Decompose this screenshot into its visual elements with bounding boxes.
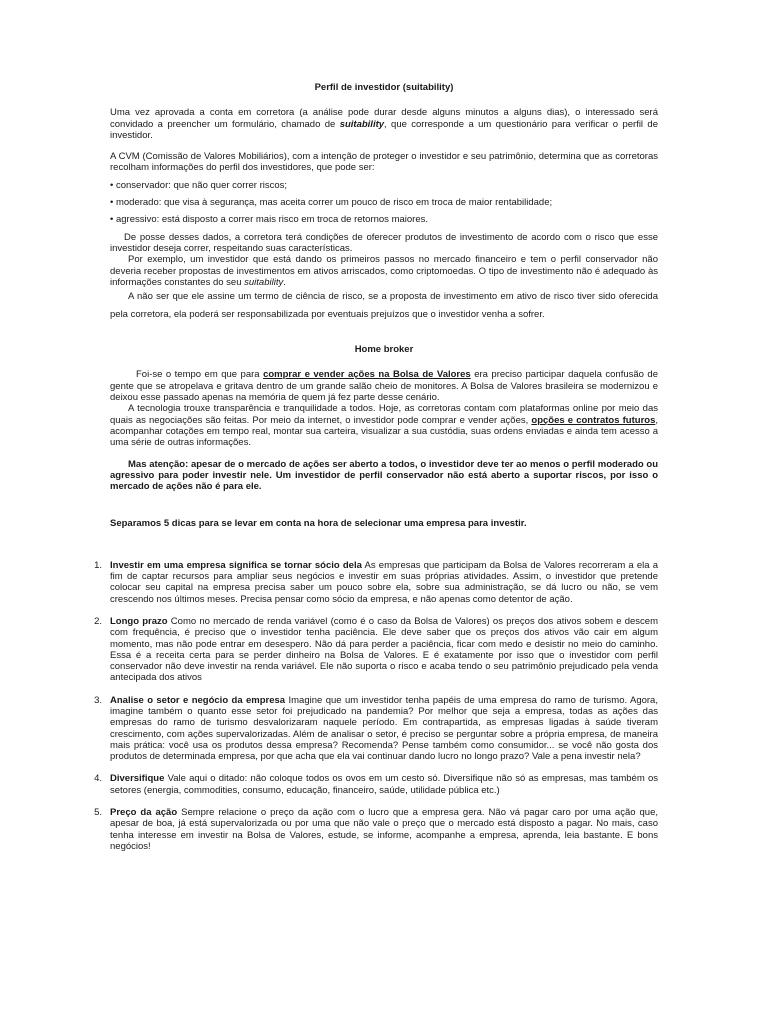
list-item <box>94 559 658 605</box>
tip-title: Preço da ação <box>110 807 178 819</box>
text-run: Por exemplo, um investidor que está dando os primeiros passos no mercado financeiro e tem o perfil conservador não deveria receber propostas de investimentos em ativos arriscados, como criptomoedas. O tipo de investimento não é adequado às informações constantes do seu <box>110 254 658 288</box>
list-number: 5. <box>94 807 102 819</box>
tip-text: Vale aqui o ditado: não coloque todos os ovos em um cesto só. Diversifique não só as empresas, mas também os setores (energia, commodities, consumo, educação, financeiro, saúde, utilidade pública etc.) <box>110 773 658 796</box>
tip-title: Diversifique <box>110 773 165 785</box>
paragraph-posse-dados: De posse desses dados, a corretora terá condições de oferecer produtos de investimento de acordo com o risco que esse investidor deseja correr, respeitando suas características. <box>110 231 658 254</box>
paragraph-suitability-intro <box>110 107 658 141</box>
list-item <box>94 694 658 763</box>
text-run: , acompanhar cotações em tempo real, montar sua carteira, visualizar a sua custódia, suas ordens enviadas e ainda tem acesso a uma série de outras informações. <box>110 414 658 449</box>
bullet-conservador: • conservador: que não quer correr riscos; <box>110 179 288 191</box>
list-number: 1. <box>94 559 102 571</box>
paragraph-cvm: A CVM (Comissão de Valores Mobiliários), com a intenção de proteger o investidor e seu patrimônio, determina que as corretoras recolham informações do perfil dos investidores, que pode ser: <box>110 151 658 174</box>
section-title-home-broker: Home broker <box>354 344 414 356</box>
emphasis-suitability: suitability <box>339 118 385 130</box>
bullet-agressivo: • agressivo: está disposto a correr mais risco em troca de retornos maiores. <box>110 214 429 226</box>
tips-list <box>94 559 658 853</box>
emphasis-suitability: suitability <box>244 276 284 288</box>
list-number: 4. <box>94 773 102 785</box>
text-run: Uma vez aprovada a conta em corretora (a análise pode durar desde alguns minutos a alguns dias), o interessado será convidado a preencher um formulário, chamado de <box>110 107 658 130</box>
paragraph-foi-se-o-tempo <box>110 369 658 403</box>
link-opcoes-contratos-futuros[interactable]: opções e contratos futuros <box>531 414 656 426</box>
list-item <box>94 807 658 852</box>
document-page <box>94 82 658 852</box>
list-number: 2. <box>94 615 102 627</box>
tip-title: Analise o setor e negócio da empresa <box>110 694 286 706</box>
paragraph-tecnologia <box>110 403 658 448</box>
tip-text: Imagine que um investidor tenha papéis de uma empresa do ramo de turismo. Agora, imagine também o quanto esse setor foi prejudicado na pandemia? Por melhor que seja a empresa, todas as ações das empresas do ramo de turismo desvalorizaram naquele período. Em contrapartida, as empresas ligadas à saúde tiveram crescimento, com ações supervalorizadas. Além de analisar o setor, é preciso se perguntar sobre a própria empresa, de maneira mais prática: você usa os produtos dessa empresa? Recomenda? Pense também como consumidor... se você não gosta dos produtos de determinada empresa, por que acha que ela vai continuar dando lucro no longo prazo? Vale a pena investir nela? <box>110 694 658 763</box>
tip-text: Sempre relacione o preço da ação com o lucro que a empresa gera. Não vá pagar caro por uma ação que, apesar de boa, já está supervalorizada ou por uma que não vale o preço que o mercado está disposto a pagar. No mais, caso tenha interesse em investir na Bolsa de Valores, estude, se informe, acompanhe a empresa, aprenda, leia bastante. E bons negócios! <box>110 807 658 852</box>
text-run: era preciso participar daquela confusão de gente que se atropelava e gritava dentro de um grande salão cheio de monitores. A Bolsa de Valores brasileira se modernizou e deixou esse passado apenas na memória de quem já fez parte desse cenário. <box>110 369 658 404</box>
text-run: , que corresponde a um questionário para verificar o perfil de investidor. <box>110 118 658 141</box>
tip-title: Investir em uma empresa significa se tornar sócio dela <box>110 559 362 571</box>
paragraph-atencao: Mas atenção: apesar de o mercado de ações ser aberto a todos, o investidor deve ter ao menos o perfil moderado ou agressivo para poder investir nele. Um investidor de perfil conservador não está aberto a suportar riscos, por isso o mercado de ações não é para ele. <box>110 458 658 493</box>
paragraph-exemplo <box>110 254 658 288</box>
text-run: A tecnologia trouxe transparência e tranquilidade a todos. Hoje, as corretoras contam com plataformas online por meio das quais as negociações são feitas. Por meio da internet, o investidor pode comprar e vender ações, <box>110 403 658 426</box>
paragraph-dicas-intro: Separamos 5 dicas para se levar em conta na hora de selecionar uma empresa para investir. <box>110 518 527 530</box>
text-run: Foi-se o tempo em que para <box>136 369 264 381</box>
list-item <box>94 615 658 684</box>
tip-text: Como no mercado de renda variável (como é o caso da Bolsa de Valores) os preços dos ativos sobem e descem com frequência, é preciso que o investidor tenha paciência. Ele deve saber que os preços dos ativos vão cair em algum momento, mas não pode entrar em desespero. Não dá para perder a paciência, ficar com medo e desistir no meio do caminho. Essa é a receita certa para se perder dinheiro na Bolsa de Valores. E é exatamente por isso que o investidor com perfil conservador não deve investir na renda variável. Ele não suporta o risco e acaba tendo o seu patrimônio prejudicado pela venda antecipada dos ativos <box>110 615 658 684</box>
text-run: . <box>283 276 286 288</box>
bullet-moderado: • moderado: que visa à segurança, mas aceita correr um pouco de risco em troca de maior rentabilidade; <box>110 197 553 209</box>
tip-text: As empresas que participam da Bolsa de Valores recorreram a ela a fim de captar recursos para ampliar seus negócios e investir em suas próprias atividades. Assim, o investidor que pretende colocar seu capital na empresa precisa saber um pouco sobre ela, sobre sua administração, se dá lucro ou não, se vem crescendo nos últimos meses. Precisa pensar como sócio da empresa, e não apenas como detentor de ação. <box>110 559 658 605</box>
paragraph-termo-risco: A não ser que ele assine um termo de ciência de risco, se a proposta de investimento em ativo de risco tiver sido oferecida pela corretora, ela poderá ser responsabilizada por eventuais prejuízos que o investidor venha a sofrer. <box>110 291 658 321</box>
list-item <box>94 773 658 796</box>
tip-title: Longo prazo <box>110 615 168 627</box>
link-comprar-vender-acoes[interactable]: comprar e vender ações na Bolsa de Valores <box>263 369 471 381</box>
list-number: 3. <box>94 694 102 706</box>
section-title-suitability: Perfil de investidor (suitability) <box>314 82 454 93</box>
